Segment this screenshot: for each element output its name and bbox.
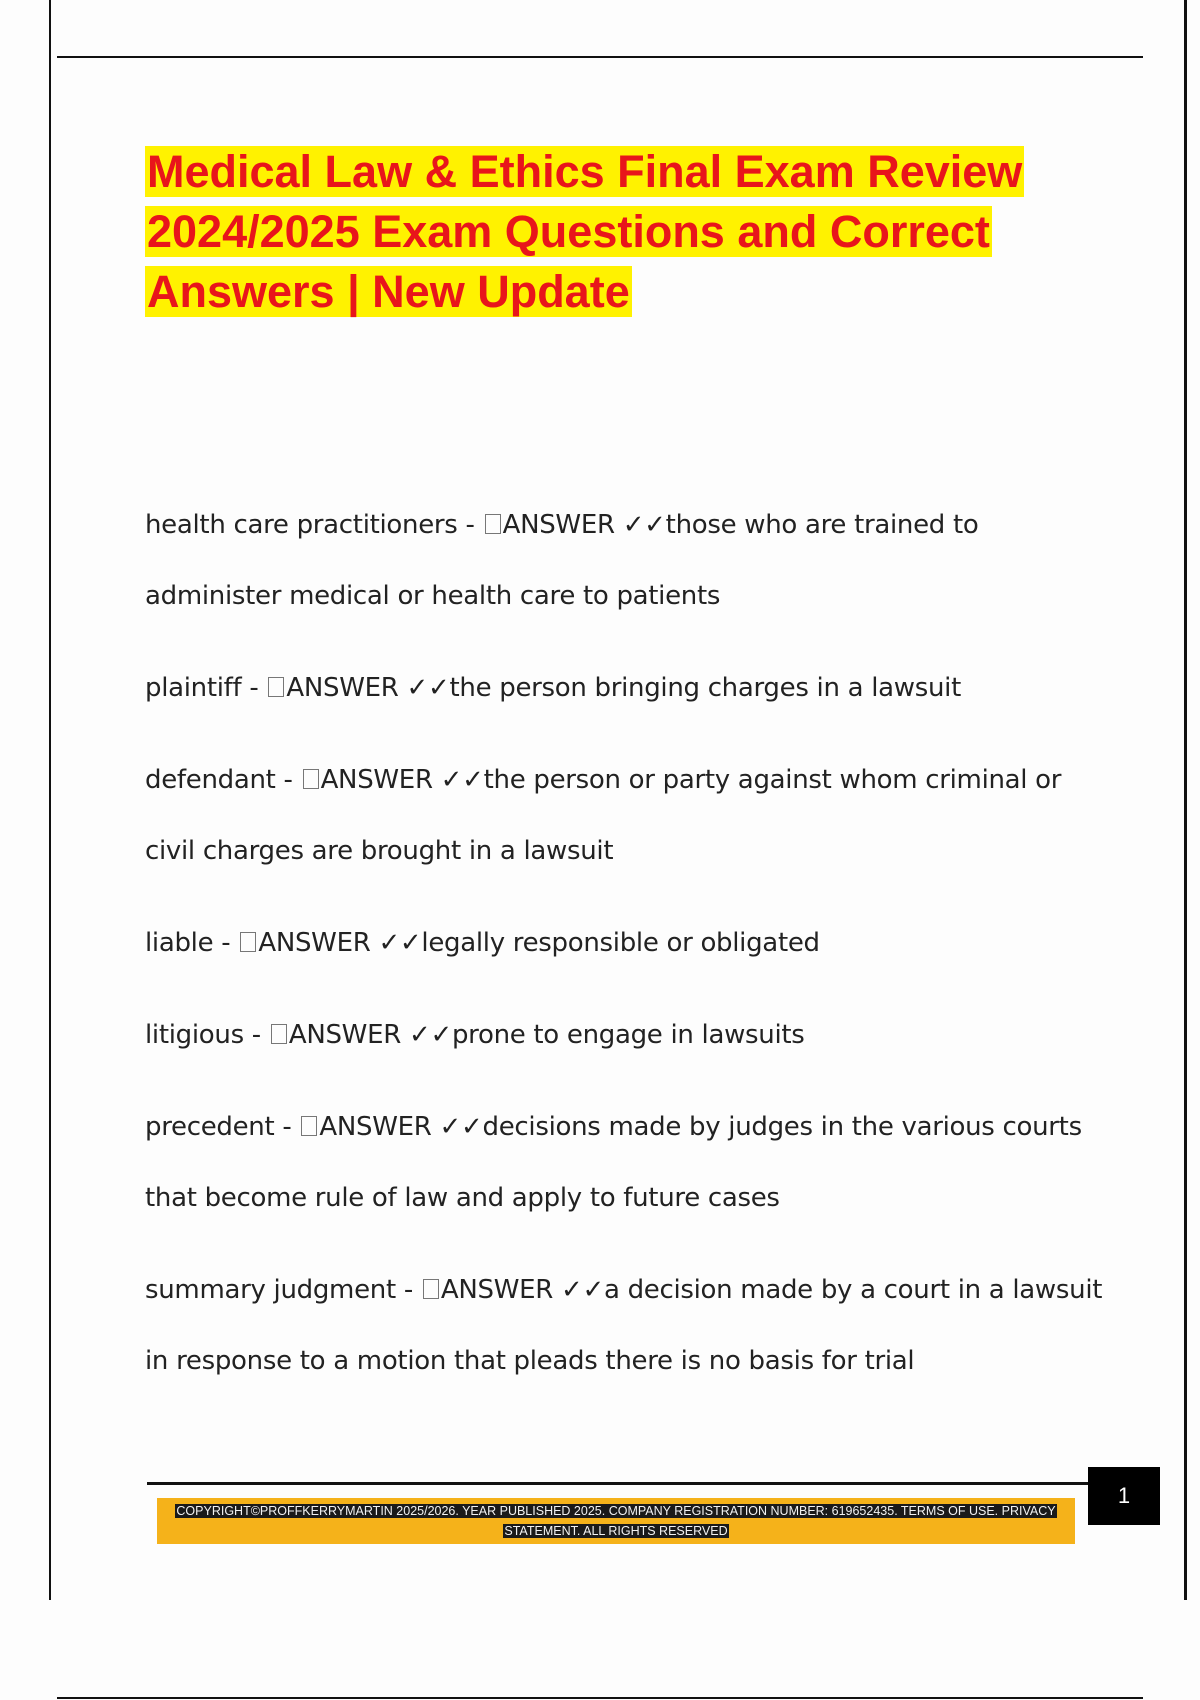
double-check-icon: ✓✓ bbox=[560, 1275, 604, 1305]
answer-marker: ANSWER bbox=[288, 1020, 401, 1050]
definition: the person bringing charges in a lawsuit bbox=[449, 673, 961, 703]
definition: decisions made by judges in the various courts that become rule of law and apply to future cases bbox=[145, 1112, 1082, 1213]
answer-marker: ANSWER bbox=[286, 673, 399, 703]
definition: prone to engage in lawsuits bbox=[451, 1020, 805, 1050]
qa-entry: liable - ANSWER ✓✓legally responsible or obligated bbox=[145, 928, 820, 958]
next-page-rule bbox=[57, 1697, 1143, 1699]
double-check-icon: ✓✓ bbox=[440, 765, 484, 795]
term: plaintiff bbox=[145, 673, 242, 703]
copyright-notice bbox=[168, 1501, 1064, 1541]
definition: legally responsible or obligated bbox=[421, 928, 820, 958]
double-check-icon: ✓✓ bbox=[622, 510, 666, 540]
definition: those who are trained to administer medical or health care to patients bbox=[145, 510, 979, 611]
double-check-icon: ✓✓ bbox=[439, 1112, 483, 1142]
double-check-icon: ✓✓ bbox=[408, 1020, 452, 1050]
checkbox-glyph-icon bbox=[268, 677, 284, 697]
answer-marker: ANSWER bbox=[502, 510, 615, 540]
checkbox-glyph-icon bbox=[303, 769, 319, 789]
term: liable bbox=[145, 928, 214, 958]
term: summary judgment bbox=[145, 1275, 396, 1305]
qa-entry: plaintiff - ANSWER ✓✓the person bringing charges in a lawsuit bbox=[145, 673, 961, 703]
qa-entry: defendant - ANSWER ✓✓the person or party against whom criminal or civil charges are brought in a lawsuit bbox=[145, 765, 1062, 866]
title-highlight: Medical Law & Ethics Final Exam Review 2024/2025 Exam Questions and Correct Answers | New Update bbox=[147, 146, 1023, 317]
double-check-icon: ✓✓ bbox=[406, 673, 450, 703]
checkbox-glyph-icon bbox=[240, 932, 256, 952]
header-rule bbox=[57, 56, 1143, 58]
qa-entry: litigious - ANSWER ✓✓prone to engage in lawsuits bbox=[145, 1020, 805, 1050]
answer-marker: ANSWER bbox=[258, 928, 371, 958]
checkbox-glyph-icon bbox=[423, 1279, 439, 1299]
definition: the person or party against whom criminal or civil charges are brought in a lawsuit bbox=[145, 765, 1062, 866]
checkbox-glyph-icon bbox=[485, 514, 501, 534]
checkbox-glyph-icon bbox=[271, 1024, 287, 1044]
page-border-left bbox=[49, 0, 51, 1600]
qa-entry: health care practitioners - ANSWER ✓✓those who are trained to administer medical or health care to patients bbox=[145, 510, 979, 611]
qa-entry: precedent - ANSWER ✓✓decisions made by judges in the various courts that become rule of law and apply to future cases bbox=[145, 1112, 1082, 1213]
term: precedent bbox=[145, 1112, 275, 1142]
answer-marker: ANSWER bbox=[320, 765, 433, 795]
document-title bbox=[145, 142, 1105, 322]
answer-marker: ANSWER bbox=[440, 1275, 554, 1305]
page-border-right bbox=[1184, 0, 1187, 1600]
term: health care practitioners bbox=[145, 510, 458, 540]
definition: a decision made by a court in a lawsuit in response to a motion that pleads there is no basis for trial bbox=[145, 1275, 1103, 1376]
qa-entry: summary judgment - ANSWER ✓✓a decision made by a court in a lawsuit in response to a motion that pleads there is no basis for trial bbox=[145, 1275, 1103, 1376]
footer-rule bbox=[147, 1482, 1090, 1485]
double-check-icon: ✓✓ bbox=[378, 928, 422, 958]
term: litigious bbox=[145, 1020, 244, 1050]
checkbox-glyph-icon bbox=[301, 1116, 317, 1136]
qa-list bbox=[145, 490, 1105, 1418]
answer-marker: ANSWER bbox=[319, 1112, 432, 1142]
page-number: 1 bbox=[1088, 1467, 1160, 1525]
term: defendant bbox=[145, 765, 276, 795]
copyright-text: COPYRIGHT©PROFFKERRYMARTIN 2025/2026. YEAR PUBLISHED 2025. COMPANY REGISTRATION NUMBER: 619652435. TERMS OF USE. PRIVACY STATEMENT. ALL RIGHTS RESERVED bbox=[176, 1504, 1056, 1538]
